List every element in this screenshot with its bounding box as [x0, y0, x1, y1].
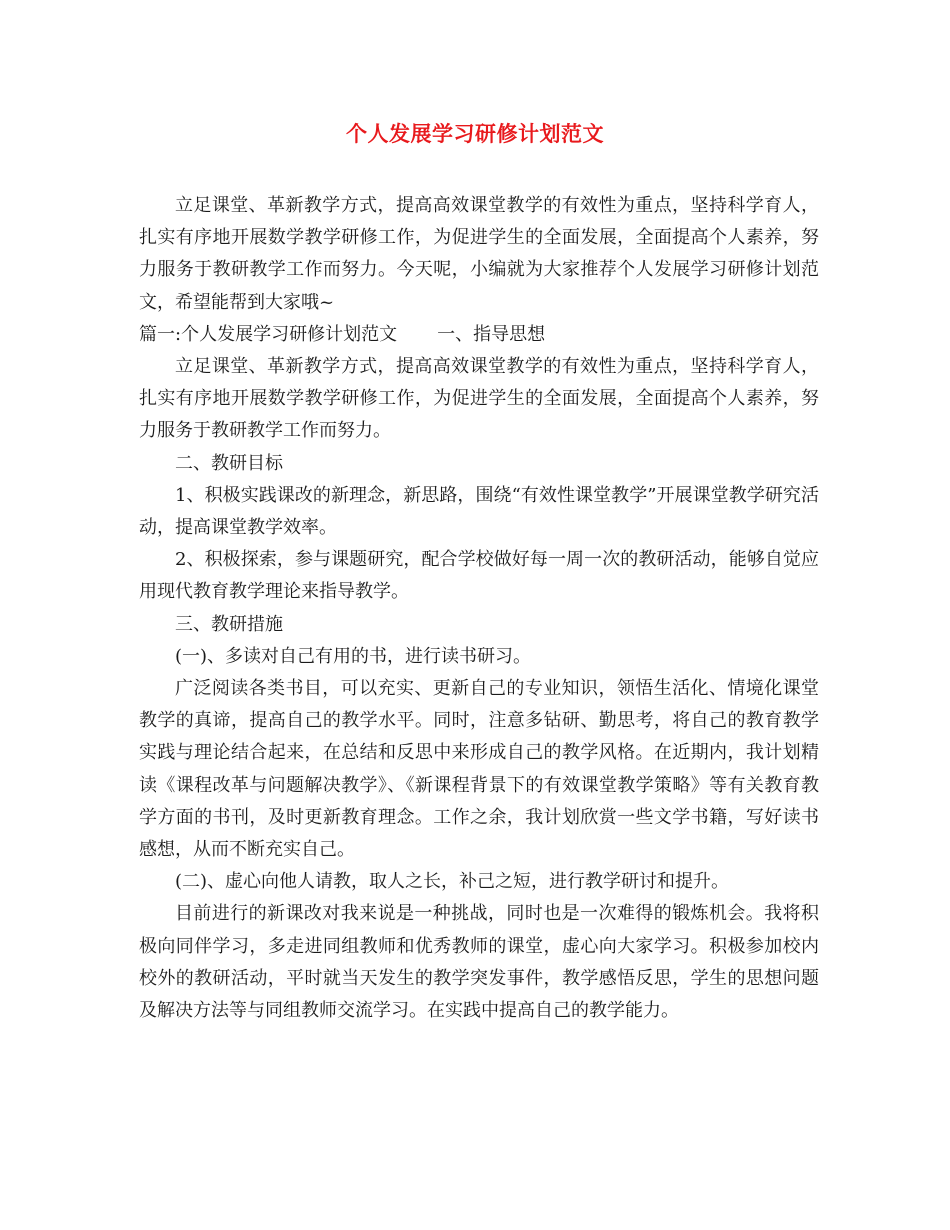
- document-title: 个人发展学习研修计划范文: [346, 121, 604, 146]
- section1-paragraph: 立足课堂、革新教学方式，提高高效课堂教学的有效性为重点，坚持科学育人，扎实有序地开展数学教学研修工作，为促进学生的全面发展，全面提高个人素养，努力服务于教研教学工作而努力。: [139, 356, 819, 442]
- part-heading-line: [139, 319, 819, 351]
- subsection1-heading: (一)、多读对自己有用的书，进行读书研习。: [175, 645, 532, 667]
- subsection2-heading: (二)、虚心向他人请教，取人之长，补己之短，进行教学研讨和提升。: [175, 871, 730, 893]
- section3-heading: 三、教研措施: [175, 613, 283, 635]
- subsection1-paragraph: 广泛阅读各类书目，可以充实、更新自己的专业知识，领悟生活化、情境化课堂教学的真谛，提高自己的教学水平。同时，注意多钻研、勤思考，将自己的教育教学实践与理论结合起来，在总结和反思中来形成自己的教学风格。在近期内，我计划精读《课程改革与问题解决教学》、《新课程背景下的有效课堂教学策略》等有关教育教学方面的书刊，及时更新教育理念。工作之余，我计划欣赏一些文学书籍，写好读书感想，从而不断充实自己。: [139, 678, 819, 861]
- section2-heading: 二、教研目标: [175, 452, 283, 474]
- section2-item-1: 1、积极实践课改的新理念，新思路，围绕“有效性课堂教学”开展课堂教学研究活动，提高课堂教学效率。: [139, 484, 819, 539]
- document-body: [139, 190, 819, 1027]
- intro-paragraph: 立足课堂、革新教学方式，提高高效课堂教学的有效性为重点，坚持科学育人，扎实有序地开展数学教学研修工作，为促进学生的全面发展，全面提高个人素养，努力服务于教研教学工作而努力。今天呢，小编就为大家推荐个人发展学习研修计划范文，希望能帮到大家哦~: [139, 195, 819, 313]
- section2-item-2: 2、积极探索，参与课题研究，配合学校做好每一周一次的教研活动，能够自觉应用现代教育教学理论来指导教学。: [139, 549, 819, 603]
- subsection2-paragraph: 目前进行的新课改对我来说是一种挑战，同时也是一次难得的锻炼机会。我将积极向同伴学习，多走进同组教师和优秀教师的课堂，虚心向大家学习。积极参加校内校外的教研活动，平时就当天发生的教学突发事件，教学感悟反思，学生的思想问题及解决方法等与同组教师交流学习。在实践中提高自己的教学能力。: [139, 903, 819, 1022]
- part-label: 篇一:个人发展学习研修计划范文: [139, 323, 398, 345]
- section1-heading: 一、指导思想: [437, 323, 546, 345]
